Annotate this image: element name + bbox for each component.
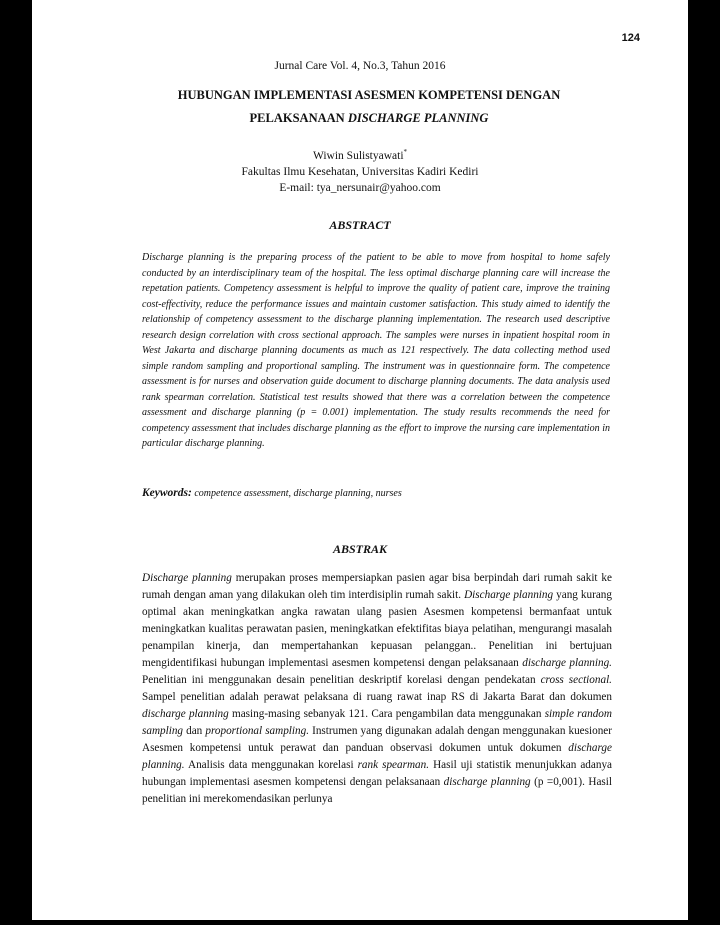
author-mark: * (403, 148, 408, 156)
journal-header: Jurnal Care Vol. 4, No.3, Tahun 2016 (274, 60, 446, 72)
abstrak-heading: ABSTRAK (332, 542, 388, 556)
author-email: E-mail: tya_nersunair@yahoo.com (279, 181, 441, 194)
title-line-2 (112, 107, 626, 130)
abstrak-term: rank spearman. (357, 759, 430, 771)
abstrak-text: masing-masing sebanyak 121. Cara pengambilan data menggunakan (228, 708, 545, 720)
abstrak-text: dan (183, 725, 206, 737)
abstract-body: Discharge planning is the preparing process of the patient to be able to move from hospital to home safely conducted by an interdisciplinary team of the hospital. The less optimal discharge planning care will increase the repetation patients. Competency assessment is helpful to improve the quality of patient care, improve the training cost-effectivity, reduce the performance issues and maintain customer satisfaction. This study aimed to identify the relationship of competency assessment to the discharge planning implementation. The research used descriptive research design correlation with cross sectional approach. The samples were nurses in inpatient hospital room in West Jakarta and discharge planning documents as much as 121 respectively. The data collecting method used simple random sampling and proportional sampling. The instrument was in questionnaire form. The competence assessment is for nurses and observation guide document to discharge planning documents. The data analysis used rank spearman correlation. Statistical test results showed that there was a correlation between the competence assessment and discharge planning (p = 0.001) implementation. The study results recommends the need for competency assessment that includes discharge planning as the effort to improve the nursing care implementation in particular discharge planning. (142, 252, 610, 449)
abstrak-body (142, 570, 612, 808)
abstrak-term: discharge planning. (142, 742, 612, 771)
abstrak-term: Discharge planning (142, 572, 232, 584)
abstract-heading: ABSTRACT (329, 218, 391, 232)
abstrak-term: proportional sampling. (205, 725, 310, 737)
author-name: Wiwin Sulistyawati (312, 149, 404, 162)
keywords-values: competence assessment, discharge planning, nurses (191, 488, 402, 499)
title-line-1: HUBUNGAN IMPLEMENTASI ASESMEN KOMPETENSI DENGAN (177, 88, 561, 102)
paper-title (112, 84, 626, 130)
abstrak-text: Sampel penelitian adalah perawat pelaksana di ruang rawat inap RS di Jakarta Barat dan dokumen (142, 691, 612, 703)
author-block (32, 144, 688, 196)
author-name-line (32, 144, 688, 164)
title-line-2-prefix: PELAKSANAAN (249, 111, 348, 125)
abstrak-term: Discharge planning (464, 589, 554, 601)
abstrak-term: discharge planning. (522, 657, 612, 669)
page-number: 124 (621, 32, 640, 44)
document-page (32, 0, 688, 920)
abstrak-text: Instrumen yang digunakan adalah dengan menggunakan kuesioner Asesmen kompetensi untuk perawat dan panduan observasi dokumen untuk dokumen (142, 725, 612, 754)
title-line-2-italic: DISCHARGE PLANNING (347, 111, 489, 125)
abstrak-term: simple random sampling (142, 708, 612, 737)
keywords-label: Keywords: (142, 487, 192, 499)
abstrak-term: discharge planning (443, 776, 531, 788)
abstrak-text: merupakan proses mempersiapkan pasien agar bisa berpindah dari rumah sakit ke rumah dengan aman yang dilakukan oleh tim interdisiplin rumah sakit. (142, 572, 612, 601)
author-affiliation: Fakultas Ilmu Kesehatan, Universitas Kadiri Kediri (241, 165, 479, 178)
abstrak-term: cross sectional. (540, 674, 612, 686)
keywords (142, 487, 612, 499)
abstrak-text: Analisis data menggunakan korelasi (184, 759, 358, 771)
abstrak-text: Penelitian ini menggunakan desain penelitian deskriptif korelasi dengan pendekatan (142, 674, 541, 686)
abstrak-text: Hasil uji statistik menunjukkan adanya hubungan implementasi asesmen kompetensi dengan pelaksanaan (142, 759, 612, 788)
abstrak-term: discharge planning (142, 708, 229, 720)
abstrak-text: yang kurang optimal akan meningkatkan angka rawatan ulang pasien Asesmen kompetensi bermanfaat untuk meningkatkan kualitas perawatan pasien, meningkatkan efektifitas biaya pelatihan, mengurangi masalah penampilan kinerja, dan mempertahankan kepuasan pelanggan.. Penelitian ini bertujuan mengidentifikasi hubungan implementasi asesmen kompetensi dengan pelaksanaan (142, 589, 612, 669)
abstrak-text: (p =0,001). Hasil penelitian ini merekomendasikan perlunya (142, 776, 612, 805)
